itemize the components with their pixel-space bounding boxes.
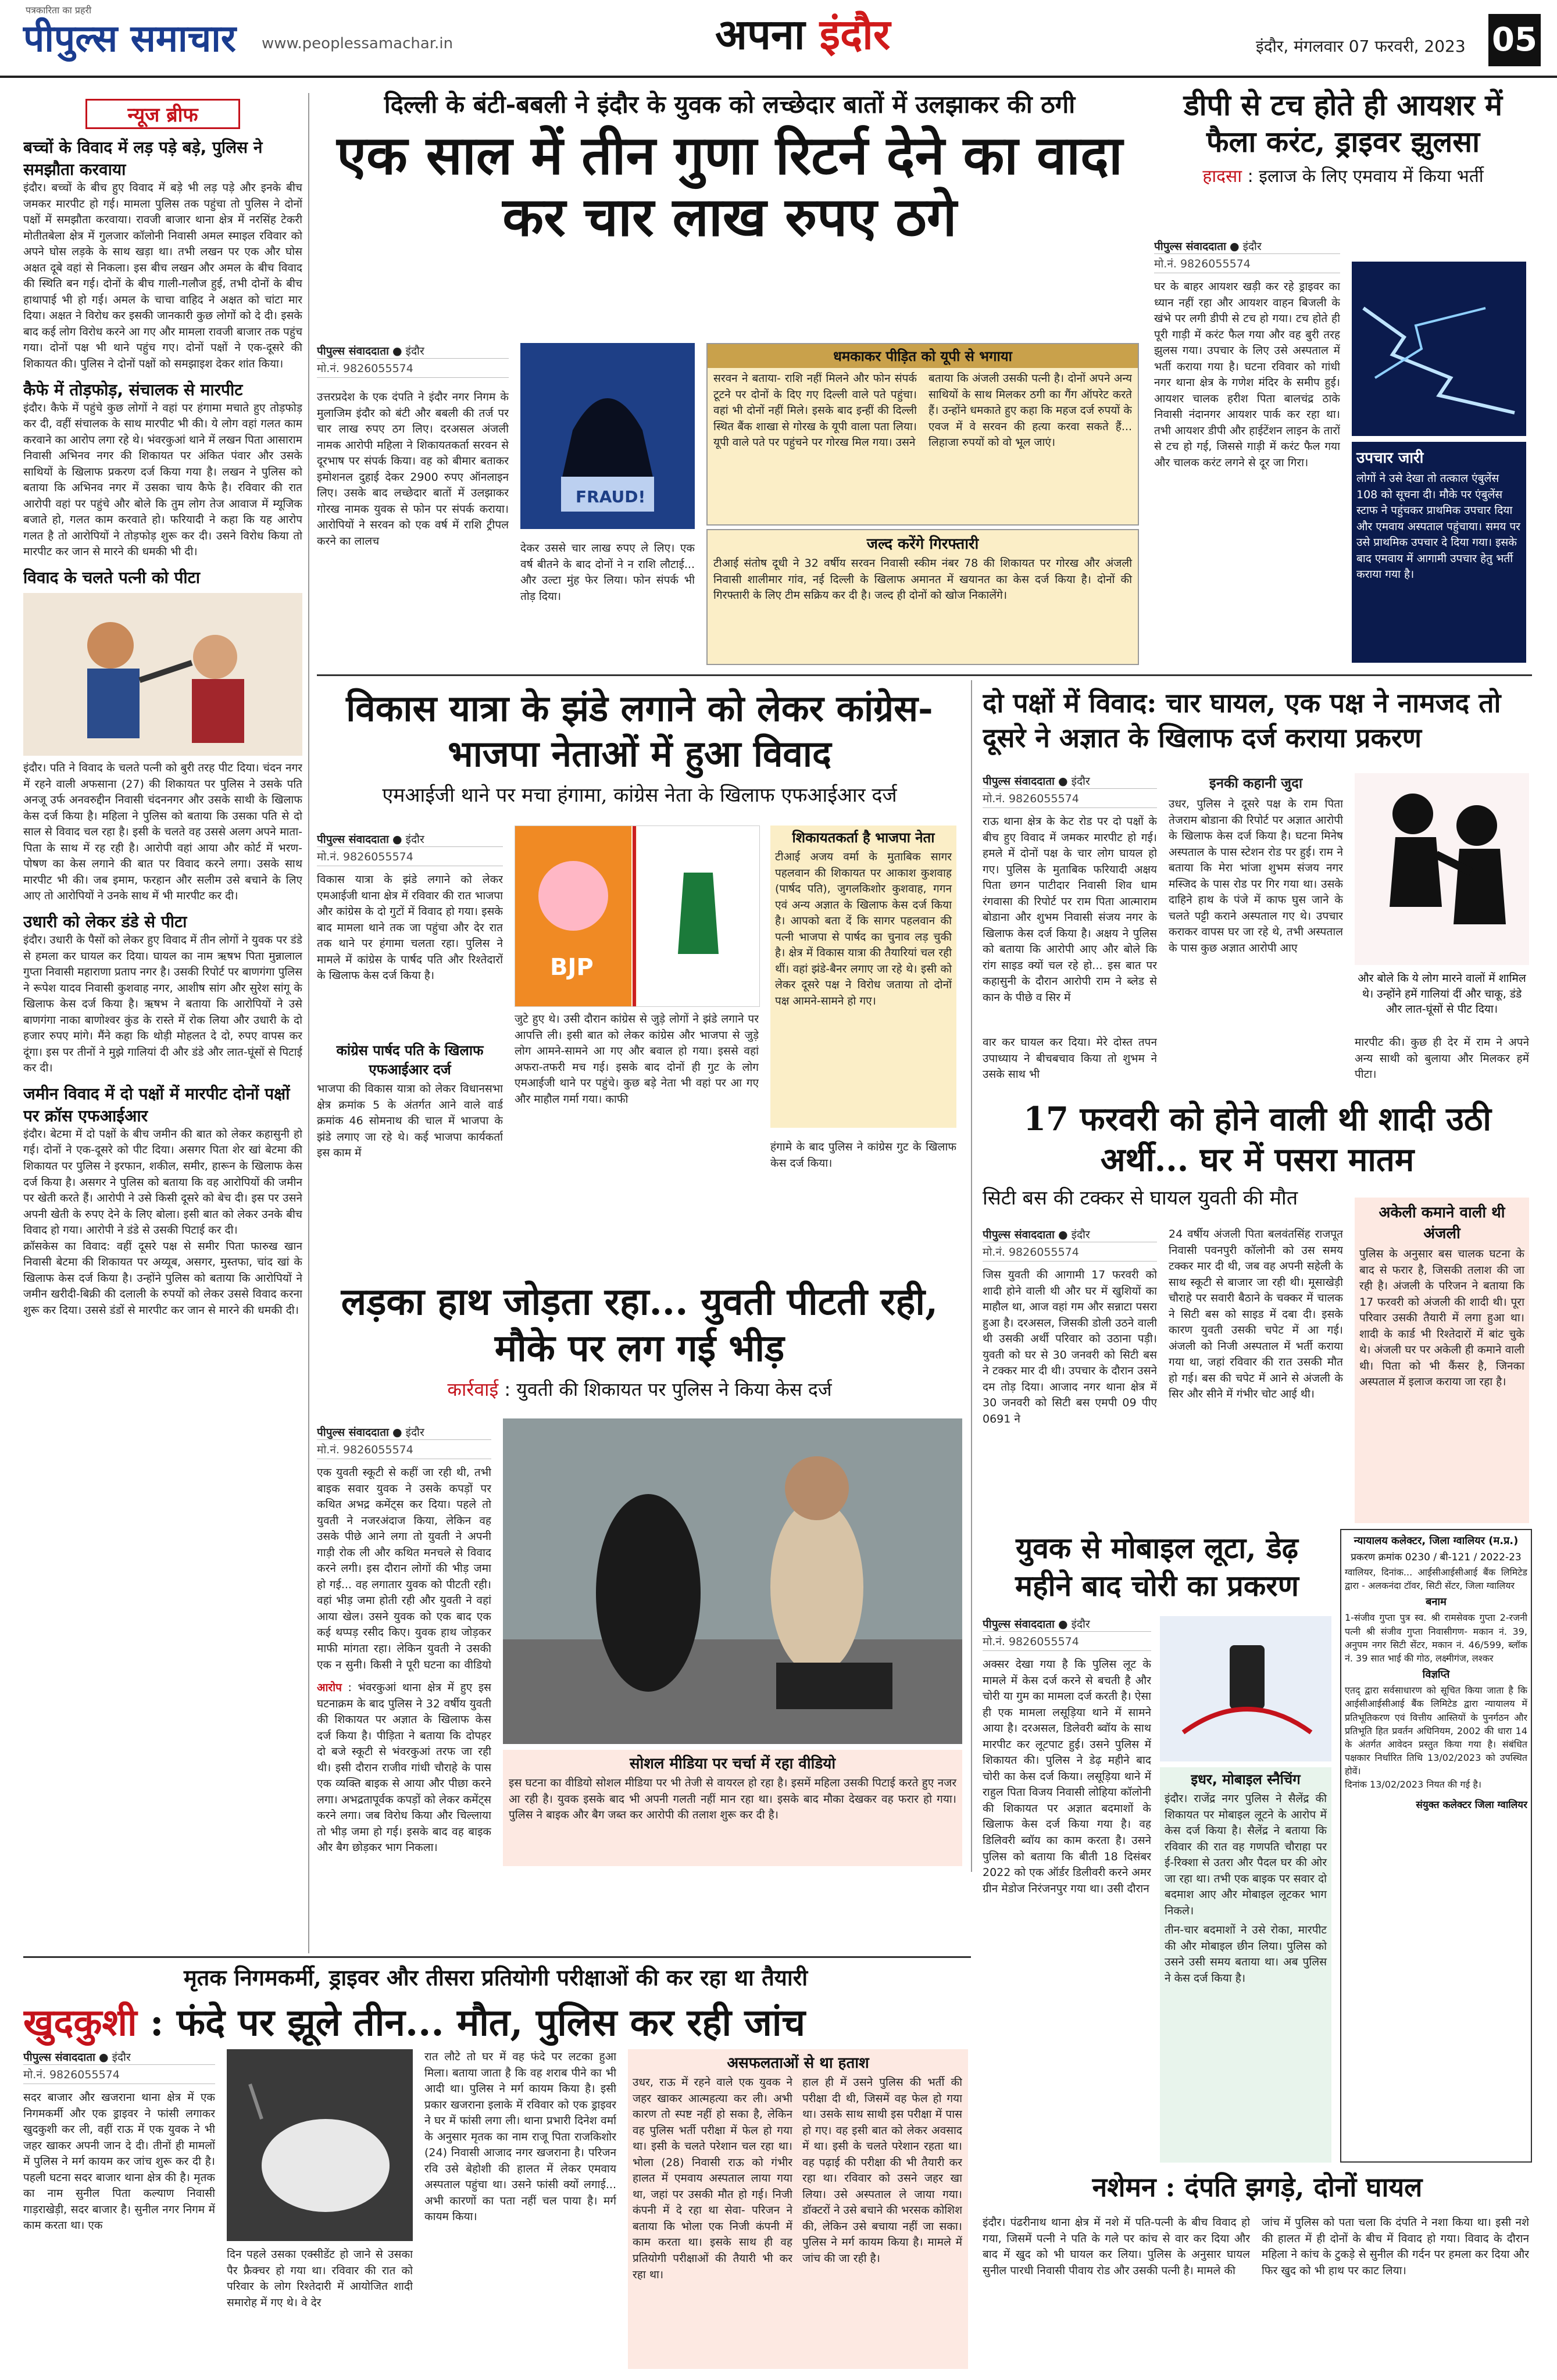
domestic-violence-illustration bbox=[23, 593, 302, 756]
story-body: रात लौटे तो घर में वह फंदे पर लटका हुआ मिला। बताया जाता है कि वह शराब पीने का भी आदी था। पुलिस ने मर्ग कायम किया है। इसी प्रकार खजराना इलाके में रविवार को एक ड्राइवर ने घर में फांसी लगा ली। थाना प्रभारी दिनेश वर्मा के अनुसार मृतक का नाम राजू पिता राजकिशोर (24) निवासी आजाद नगर खजराना है। परिजन रवि उसे बेहोशी की हालत में लेकर एमवाय अस्पताल पहुंचा था। उसने फांसी क्यों लगाई... अभी कारणों का पता नहीं चल पाया है। मर्ग कायम किया। bbox=[424, 2050, 616, 2224]
body-under-sheet-image bbox=[227, 2049, 413, 2241]
phone: मो.नं. 9826055574 bbox=[317, 358, 509, 378]
story-subhead: सिटी बस की टक्कर से घायल युवती की मौत bbox=[983, 1187, 1298, 1210]
story-kicker: मृतक निगमकर्मी, ड्राइवर और तीसरा प्रतियोगी परीक्षाओं की कर रहा था तैयारी bbox=[183, 1964, 808, 1991]
electric-image bbox=[1352, 262, 1526, 436]
viral-image bbox=[503, 1418, 962, 1744]
story-body: एक युवती स्कूटी से कहीं जा रही थी, तभी बाइक सवार युवक ने उसके कपड़ों पर कथित अभद्र कमेंट्स कर दिया। पहले तो युवती ने नजरअंदाज किया, लेकिन वह उसके पीछे आने लगा तो युवती ने अपनी गाड़ी रोक ली और कथित मनचले से विवाद करने लगी। इस दौरान लोगों की भीड़ जमा हो गई... वह लगातार युवक को पीटती रही। वहां भीड़ जमा होती रही और युवती ने वहां आया खेल। उसने युवक को एक बाद एक कई थप्पड़ रसीद किए। युवक हाथ जोड़कर माफी मांगता रहा। लेकिन युवती ने उसकी एक न सुनी। किसी ने पूरी घटना का वीडियो bbox=[317, 1466, 491, 1671]
fraud-label: FRAUD! bbox=[576, 487, 646, 506]
story-clash bbox=[983, 686, 1532, 1093]
story-subhead: एमआईजी थाने पर मचा हंगामा, कांग्रेस नेता के खिलाफ एफआईआर दर्ज bbox=[382, 784, 897, 807]
notice-date: दिनांक 13/02/2023 नियत की गई है। bbox=[1345, 1779, 1481, 1791]
column-divider bbox=[971, 680, 972, 1872]
story-headline-row: खुदकुशी : फंदे पर झूले तीन... मौत, पुलिस कर रही जांच bbox=[23, 2001, 806, 2045]
street-scene-image bbox=[503, 1418, 962, 1744]
story-body: देकर उससे चार लाख रुपए ले लिए। एक वर्ष बीतने के बाद दोनों ने न राशि लौटाई... और उल्टा मुंह फेर लिया। फोन संपर्क भी तोड़ दिया। bbox=[520, 542, 695, 603]
story-headline: डीपी से टच होते ही आयशर में फैला करंट, ड्राइवर झुलसा bbox=[1183, 88, 1503, 159]
story-fraud bbox=[317, 87, 1142, 669]
section-rule bbox=[317, 674, 1532, 676]
clash-image bbox=[1355, 773, 1529, 965]
phone: मो.नं. 9826055574 bbox=[317, 846, 503, 866]
section-title-a: अपना bbox=[715, 9, 805, 59]
byline-name: पीपुल्स संवाददाता bbox=[983, 1618, 1055, 1631]
snatch-body: इंदौर। राजेंद्र नगर पुलिस ने सैलेंद्र की शिकायत पर मोबाइल लूटने के आरोप में केस दर्ज किया है। सैलेंद्र ने बताया कि रविवार की रात वह गणपति चौराहा पर ई-रिक्शा से उतरा और पैदल घर की ओर जा रहा था। तभी एक बाइक पर सवार दो बदमाश आए और मोबाइल लूटकर भाग निकले। bbox=[1165, 1792, 1327, 1917]
phone: मो.नं. 9826055574 bbox=[983, 788, 1157, 808]
byline: पीपुल्स संवाददाता ● इंदौर bbox=[317, 345, 424, 358]
brief-title: उधारी को लेकर डंडे से पीटा bbox=[23, 912, 187, 931]
story-headline: एक साल में तीन गुणा रिटर्न देने का वादा कर चार लाख रुपए ठगे bbox=[337, 124, 1123, 248]
byline: पीपुल्स संवाददाता ● इंदौर bbox=[1154, 240, 1262, 253]
section-rule bbox=[23, 1956, 971, 1958]
viral-caption-body: इस घटना का वीडियो सोशल मीडिया पर भी तेजी से वायरल हो रहा है। इसमें महिला उसकी पिटाई करते हुए नजर आ रही है। युवक इसके बाद भी अपनी गलती नहीं मान रहा था। इसके बाद मौका देखकर वह फरार हो गया। पुलिस ने बाइक और बैग जब्त कर आरोपी की तलाश शुरू कर दी है। bbox=[509, 1777, 956, 1822]
byline-city: इंदौर bbox=[1071, 1618, 1090, 1631]
suicide-image bbox=[227, 2049, 413, 2241]
byline-city: इंदौर bbox=[405, 345, 424, 358]
brief-title: जमीन विवाद में दो पक्षों में मारपीट दोनों पक्षों पर क्रॉस एफआईआर bbox=[23, 1084, 290, 1125]
byline-name: पीपुल्स संवाददाता bbox=[317, 1426, 389, 1439]
story-headline: दो पक्षों में विवाद: चार घायल, एक पक्ष ने नामजद तो दूसरे ने अज्ञात के खिलाफ दर्ज कराया प्रकरण bbox=[983, 687, 1501, 753]
byline-block bbox=[317, 1424, 491, 1459]
mobile-snatching-icon bbox=[1160, 1616, 1331, 1761]
notice-versus: बनाम bbox=[1426, 1596, 1447, 1609]
complainant-box bbox=[770, 826, 956, 1128]
brief-body: इंदौर। बच्चों के बीच हुए विवाद में बड़े भी लड़ पड़े और इनके बीच जमकर मारपीट हो गई। मामला पुलिस तक पहुंचा तो पुलिस ने दोनों पक्षों में समझौता करवाया। रावजी बाजार थाना क्षेत्र में नरसिंह टेकरी मोतीतबेला क्षेत्र में गुलजार कॉलोनी निवासी अमल स्माइल रविवार को अपने घोस लड़के के साथ खड़ा था। तभी लखन पर एक और घोस अक्षत दूबे वहां से निकला। इस बीच लखन और अमल के बीच विवाद की स्थिति बन गई। दोनों के बीच गाली-गलौज हुई, तभी दोनों के बीच हाथापाई भी हो गई। अमल के चाचा वाहिद ने अक्षत को चांटा मार दिया। अक्षत ने विरोध कर इसकी जानकारी कुछ लोगों को दे दी। इसके बाद कई लोग विरोध करने आ गए और मामला रावजी बाजार तक पहुंच गया। दोनों पक्ष भी थाने पहुंच गए। दोनों पक्षों ने एक-दूसरे की शिकायत की। पुलिस ने दोनों पक्षों को समझाइश देकर शांत किया। bbox=[23, 181, 302, 371]
story-body: उत्तरप्रदेश के एक दंपति ने इंदौर नगर निगम के मुलाजिम इंदौर को बंटी और बबली की तर्ज पर चार लाख रुपए ठग लिए। दरअसल अंजली नामक आरोपी महिला ने शिकायतकर्ता सरवन से दूरभाष पर संपर्क किया। वह को बीमार बताकर इमोशनल दुहाई देकर 2900 रुपए ऑनलाइन लिए। उसके बाद लच्छेदार बातों में उलझाकर गोरख नामक युवक से फोन पर संपर्क कराया। आरोपियों ने सरवन को एक वर्ष में राशि ट्रीपल करने का लालच bbox=[317, 391, 509, 548]
story-body: जांच में पुलिस को पता चला कि दंपति ने नशा किया था। इसी नशे की हालत में ही दोनों के बीच में विवाद हो गया। विवाद के दौरान महिला ने कांच के टुकड़े से सुनील की गर्दन पर हमला कर दिया और फिर खुद को भी हाथ पर काट लिया। bbox=[1262, 2216, 1529, 2277]
brief-body: क्रॉसकेस का विवाद: वहीं दूसरे पक्ष से समीर पिता फारुख खान निवासी बेटमा की शिकायत पर अय्यूब, असगर, मुस्तफा, चांद खां के खिलाफ केस दर्ज किया है। उन्होंने पुलिस को बताया कि आरोपियों ने जमीन खरीदी-बिक्री की दलाली के रुपयों को लेकर उससे विवाद करना शुरू कर दिया। उससे डंडों से मारपीट कर जान से मारने की धमकी दी। bbox=[23, 1239, 302, 1317]
byline-name: पीपुल्स संवाददाता bbox=[317, 345, 389, 358]
notice-lines: ग्वालियर, दिनांक... आईसीआईसीआई बैंक लिमिटेड द्वारा - अलकनंदा टॉवर, सिटी सेंटर, जिला ग्वालियर bbox=[1345, 1567, 1527, 1592]
arrest-box bbox=[706, 529, 1139, 665]
arrest-head: जल्द करेंगे गिरफ्तारी bbox=[866, 535, 979, 553]
sidebox-body: बताया कि अंजली उसकी पत्नी है। दोनों अपने अन्य साथियों के साथ मिलकर ठगी का गैंग ऑपरेट करते हैं। उन्होंने धमकाते हुए कहा कि महज दर्ज रुपयों के एवज में वे सरवन की हत्या करवा सकते हैं... लिहाजा रुपयों को वो भूल जाएं। bbox=[929, 372, 1132, 449]
wedding-sidebox bbox=[1355, 1198, 1529, 1523]
fraud-image bbox=[520, 343, 695, 529]
side-note bbox=[1352, 442, 1526, 663]
story-wedding bbox=[983, 1099, 1532, 1523]
arrest-body: टीआई संतोष दूधी ने 32 वर्षीय सरवन निवासी स्कीम नंबर 78 की शिकायत पर गोरख और अंजली निवासी शालीमार गांव, नई दिल्ली के खिलाफ अमानत में खयानत का केस दर्ज किया है। दोनों की गिरफ्तारी के लिए टीम सक्रिय कर दी है। जल्द ही दोनों को खोज निकालेंगे। bbox=[713, 557, 1132, 602]
failure-box bbox=[628, 2049, 968, 2369]
failure-head: असफलताओं से था हताश bbox=[727, 2054, 869, 2072]
story-body: अक्सर देखा गया है कि पुलिस लूट के मामले में केस दर्ज करने से बचती है और चोरी या गुम का मामला दर्ज करती है। ऐसा ही एक मामला लसूड़िया थाने में सामने आया है। दरअसल, डिलेवरी ब्वॉय के साथ मारपीट कर लूटपाट हुई। उसने पुलिस में शिकायत की। पुलिस ने डेढ़ महीने बाद चोरी का केस दर्ज किया। लसूड़िया थाने में राहुल पिता विजय निवासी लोहिया कॉलोनी की शिकायत पर अज्ञात बदमाशों के खिलाफ केस दर्ज किया गया है। वह डिलिवरी ब्वॉय का काम करता है। उसने पुलिस को बताया कि बीती 18 दिसंबर 2022 को एक ऑर्डर डिलीवरी करने अमर ग्रीन मेडोज निरंजनपुर गया था। उसी दौरान bbox=[983, 1658, 1151, 1895]
story-body: राऊ थाना क्षेत्र के केट रोड पर दो पक्षों के बीच हुए विवाद में जमकर मारपीट हो गई। हमले में दोनों पक्ष के चार लोग घायल हो गए। पुलिस के मुताबिक फरियादी अक्षय पिता छगन पाटीदार निवासी शिव धाम रंगवासा की रिपोर्ट पर राम पिता आत्माराम बोडाना और शुभम निवासी संजय नगर के खिलाफ केस दर्ज किया है। अक्षय ने पुलिस को बताया कि आरोपी आए और बोले कि रांग साइड क्यों चल रहे हो... इस बात पर कहासुनी के दौरान आरोपी राम ने ब्लेड से कान के पीछे व सिर में bbox=[983, 815, 1157, 1005]
byline: पीपुल्स संवाददाता ● इंदौर bbox=[983, 775, 1090, 788]
side-head: इनकी कहानी जुदा bbox=[1209, 775, 1303, 791]
dateline: इंदौर, मंगलवार 07 फरवरी, 2023 bbox=[1256, 37, 1466, 56]
brief-title: बच्चों के विवाद में लड़ पड़े बड़े, पुलिस ने समझौता करवाया bbox=[23, 138, 263, 179]
inner-head: कांग्रेस पार्षद पति के खिलाफ एफआईआर दर्ज bbox=[336, 1042, 484, 1078]
side-head: उपचार जारी bbox=[1356, 449, 1424, 467]
inner-tag: आरोप bbox=[317, 1681, 342, 1694]
subhead-tag: कार्रवाई bbox=[447, 1378, 499, 1400]
complainant-head: शिकायतकर्ता है भाजपा नेता bbox=[792, 830, 935, 846]
byline: पीपुल्स संवाददाता ● इंदौर bbox=[983, 1228, 1090, 1241]
logo-tagline: पत्रकारिता का प्रहरी bbox=[26, 5, 92, 16]
mobile-image bbox=[1160, 1616, 1331, 1761]
fight-silhouette-icon bbox=[1355, 773, 1529, 965]
byline-city: इंदौर bbox=[405, 1426, 424, 1439]
clash-caption: और बोले कि ये लोग मारने वालों में शामिल थे। उन्होंने हमें गालियां दीं और चाकू, डंडे और लात-घूंसों से पीट दिया। bbox=[1358, 972, 1526, 1016]
byline: पीपुल्स संवाददाता ● इंदौर bbox=[23, 2051, 131, 2064]
brief-body: इंदौर। पति ने विवाद के चलते पत्नी को बुरी तरह पीट दिया। चंदन नगर में रहने वाली अफसाना (27) की शिकायत पर पुलिस ने उसके पति अनजू उर्फ अनवरुद्दीन निवासी चंदननगर और उसके साथी के खिलाफ केस दर्ज किया है। महिला ने पुलिस को बताया कि उसका पति से दो साल से विवाद चल रहा है। इसी के चलते वह उससे अलग अपने माता-पिता के साथ में रह रही है। आरोपी वहां आया और कोर्ट में भरण-पोषण का केस लगाने की बात पर विवाद करने लगा। उसके साथ मारपीट भी की। जब इमाम, फरहान और सलीम उसे बचाने के लिए आए तो आरोपियों ने उनके साथ में भी मारपीट कर दी। bbox=[23, 762, 302, 903]
notice-case: प्रकरण क्रमांक 0230 / बी-121 / 2022-23 bbox=[1351, 1552, 1522, 1563]
story-headline: युवक से मोबाइल लूटा, डेढ़ महीने बाद चोरी का प्रकरण bbox=[1015, 1531, 1299, 1603]
byline-city: इंदौर bbox=[1242, 240, 1262, 253]
story-body: विकास यात्रा के झंडे लगाने को लेकर एमआईजी थाना क्षेत्र में रविवार की रात भाजपा और कांग्रेस के दो गुटों में विवाद हो गया। इसके बाद मामला थाने तक जा पहुंचा और देर रात तक थाने पर हंगामा चलता रहा। पुलिस ने मामले में कांग्रेस के पार्षद पति और रिश्तेदारों के खिलाफ केस दर्ज किया है। bbox=[317, 873, 503, 982]
story-headline: नशेमन : दंपति झगड़े, दोनों घायल bbox=[1092, 2171, 1423, 2203]
subhead-text: इलाज के लिए एमवाय में किया भर्ती bbox=[1259, 166, 1484, 187]
byline-name: पीपुल्स संवाददाता bbox=[317, 833, 389, 846]
section-title bbox=[715, 5, 890, 62]
story-couple bbox=[983, 2168, 1532, 2369]
subhead-tag: हादसा bbox=[1202, 166, 1242, 187]
brief-body: इंदौर। बेटमा में दो पक्षों के बीच जमीन की बात को लेकर कहासुनी हो गई। दोनों ने एक-दूसरे को पीट दिया। असगर पिता शेर खां बेटमा की शिकायत पर पुलिस ने इरफान, शकील, समीर, हारून के खिलाफ केस दर्ज किया है। असगर ने पुलिस को बताया कि वह आरोपियों की जमीन पर खेती करते हैं। आरोपी ने उसे किसी दूसरे को बेच दी। इस पर उसने अपनी खेती के रुपए देने के लिए बोला। इसी बात को लेकर उनके बीच विवाद हो गया। आरोपी ने डंडे से उसकी पिटाई कर दी। bbox=[23, 1127, 302, 1237]
story-body: जुटे हुए थे। उसी दौरान कांग्रेस से जुड़े लोगों ने झंडे लगाने पर आपत्ति ली। इसी बात को लेकर कांग्रेस और भाजपा से जुड़े लोग आमने-सामने आ गए और बवाल हो गया। इससे वहां अफरा-तफरी मच गई। इसके बाद दोनों ही गुट के लोग एमआईजी थाने पर पहुंचे। कुछ बड़े नेता भी वहां पर आ गए और माहौल गर्मा गया। काफी bbox=[515, 1013, 759, 1106]
notice-sub: विज्ञप्ति bbox=[1422, 1668, 1450, 1681]
byline-city: इंदौर bbox=[112, 2051, 131, 2064]
section-title-b: इंदौर bbox=[819, 9, 891, 59]
masthead bbox=[0, 0, 1557, 78]
newsbrief-header: न्यूज ब्रीफ bbox=[85, 99, 240, 129]
notice-parties: 1-संजीव गुप्ता पुत्र स्व. श्री रामसेवक गुप्ता 2-रजनी पत्नी श्री संजीव गुप्ता निवासीगण- मकान नं. 39, अनुपम नगर सिटी सेंटर, मकान नं. 46/599, ब्लॉक नं. 39 सात भाई की गोठ, लक्ष्मीगंज, लश्कर bbox=[1345, 1612, 1527, 1664]
story-electric bbox=[1154, 87, 1532, 669]
notice-sign: संयुक्त कलेक्टर जिला ग्वालियर bbox=[1416, 1799, 1527, 1811]
phone: मो.नं. 9826055574 bbox=[23, 2064, 215, 2084]
byline-name: पीपुल्स संवाददाता bbox=[23, 2051, 95, 2064]
byline-block bbox=[23, 2049, 215, 2084]
story-body: जिस युवती की आगामी 17 फरवरी को शादी होने वाली थी और घर में खुशियों का माहौल था, आज वहां गम और सन्नाटा पसरा हुआ है। दरअसल, जिसकी डोली उठने वाली थी उसकी अर्थी परिवार को उठाना पड़ी। युवती को घर से 30 जनवरी को सिटी बस ने टक्कर मार दी थी। उपचार के दौरान उसने दम तोड़ दिया। आजाद नगर थाना क्षेत्र में 30 जनवरी को सिटी बस एमपी 09 पीए 0691 ने bbox=[983, 1268, 1157, 1425]
headline-tag: खुदकुशी bbox=[23, 2001, 137, 2045]
notice-header: न्यायालय कलेक्टर, जिला ग्वालियर (म.प्र.) bbox=[1354, 1535, 1519, 1547]
story-body: आरोप : भंवरकुआं थाना क्षेत्र में हुए इस घटनाक्रम के बाद पुलिस ने 32 वर्षीय युवती की शिकायत पर अज्ञात के खिलाफ केस दर्ज किया है। पीड़िता ने बताया कि दोपहर दो बजे स्कूटी से भंवरकुआं तरफ जा रही थी। इसी दौरान राजीव गांधी चौराहे के पास एक व्यक्ति बाइक से आया और पीछा करने लगा। अभद्रतापूर्वक कपड़ों को लेकर कमेंट्स करने लगा। जब विरोध किया और चिल्लाया तो भीड़ जमा हो गई। इसके बाद वह बाइक और बैग छोड़कर भाग निकला। bbox=[317, 1681, 491, 1854]
story-mobile bbox=[983, 1529, 1331, 2163]
column-divider bbox=[308, 93, 309, 1953]
complainant-body: टीआई अजय वर्मा के मुताबिक सागर पहलवान की शिकायत पर आकाश कुशवाह (पार्षद पति), जुगलकिशोर कुशवाह, गगन एवं अन्य अज्ञात के खिलाफ केस दर्ज किया है। आपको बता दें कि सागर पहलवान की पत्नी भाजपा से पार्षद का चुनाव लड़ चुकी है। क्षेत्र में विकास यात्रा की तैयारियां चल रही थीं। वहां झंडे-बैनर लगाए जा रहे थे। इसी को लेकर दूसरे पक्ष ने विरोध जताया तो दोनों पक्ष आमने-सामने हो गए। bbox=[775, 850, 952, 1007]
story-body: सदर बाजार और खजराना थाना क्षेत्र में एक निगमकर्मी और एक ड्राइवर ने फांसी लगाकर खुदकुशी कर ली, वहीं राऊ में एक युवक ने भी जहर खाकर अपनी जान दे दी। तीनों ही मामलों में पुलिस ने मर्ग कायम कर जांच शुरू कर दी है। पहली घटना सदर बाजार थाना क्षेत्र की है। मृतक का नाम सुनील पिता कल्याण निवासी गाड़राखेड़ी, सदर बाजार है। सुनील नगर निगम में काम करता था। एक bbox=[23, 2091, 215, 2232]
story-headline: विकास यात्रा के झंडे लगाने को लेकर कांग्रेस-भाजपा नेताओं में हुआ विवाद bbox=[346, 687, 933, 775]
story-headline: लड़का हाथ जोड़ता रहा... युवती पीटती रही, मौके पर लग गई भीड़ bbox=[341, 1280, 938, 1370]
byline: पीपुल्स संवाददाता ● इंदौर bbox=[983, 1618, 1090, 1631]
story-headline: फंदे पर झूले तीन... मौत, पुलिस कर रही जांच bbox=[176, 2001, 806, 2045]
lightning-icon bbox=[1352, 262, 1526, 436]
brief-title: विवाद के चलते पत्नी को पीटा bbox=[23, 568, 201, 588]
story-body: 24 वर्षीय अंजली पिता बलवंतसिंह राजपूत निवासी पवनपुरी कॉलोनी को उस समय टक्कर मार दी थी, जब वह अपनी सहेली के साथ स्कूटी से बाजार जा रही थी। मूसाखेड़ी चौराहे पर सवारी बैठाने के चक्कर में चालक ने सिटी बस को साइड में दबा दी। इसके कारण युवती उसकी चपेट में आ गई। अंजली को निजी अस्पताल में भर्ती कराया गया था, जहां रविवार की रात उसकी मौत हो गई। बस की चपेट में आने से अंजली के सिर और सीने में गंभीर चोट आई थी। bbox=[1169, 1228, 1343, 1401]
snatch-head: इधर, मोबाइल स्नैचिंग bbox=[1191, 1771, 1301, 1788]
side-body: लोगों ने उसे देखा तो तत्काल एंबुलेंस 108 को सूचना दी। मौके पर एंबुलेंस स्टाफ ने पहुंचकर प्राथमिक उपचार दिया और एमवाय अस्पताल पहुंचाया। समय पर उसे प्राथमिक उपचार दे दिया गया। इसके बाद एमवाय में आगामी उपचार हेतु भर्ती कराया गया है। bbox=[1356, 472, 1520, 581]
byline-block bbox=[983, 773, 1157, 808]
story-headline: 17 फरवरी को होने वाली थी शादी उठी अर्थी... घर में पसरा मातम bbox=[1023, 1100, 1491, 1179]
byline: पीपुल्स संवाददाता ● इंदौर bbox=[317, 833, 424, 846]
byline-name: पीपुल्स संवाददाता bbox=[983, 1228, 1055, 1241]
viral-caption-head: सोशल मीडिया पर चर्चा में रहा वीडियो bbox=[629, 1755, 836, 1773]
website: www.peoplessamachar.in bbox=[262, 35, 453, 52]
byline-block bbox=[1154, 238, 1340, 273]
wedding-side-head: अकेली कमाने वाली थी अंजली bbox=[1379, 1204, 1505, 1242]
newsbrief-column bbox=[23, 99, 302, 1953]
sidebox-head: धमकाकर पीड़ित को यूपी से भगाया bbox=[708, 344, 1138, 368]
byline-city: इंदौर bbox=[405, 833, 424, 846]
phone: मो.नं. 9826055574 bbox=[317, 1439, 491, 1459]
failure-body: उधर, राऊ में रहने वाले एक युवक ने जहर खाकर आत्महत्या कर ली। अभी कारण तो स्पष्ट नहीं हो सका है, लेकिन वह पुलिस भर्ती परीक्षा में फेल हो गया था। इसी के चलते परेशान चल रहा था। भोला (28) निवासी राऊ को गंभीर हालत में एमवाय अस्पताल लाया गया था, जहां पर उसकी मौत हो गई। निजी कंपनी में दे रहा था सेवा- परिजन ने बताया कि भोला एक निजी कंपनी में काम करता था। इसके साथ ही वह प्रतियोगी परीक्षाओं की तैयारी भी कर रहा था। bbox=[633, 2076, 792, 2281]
story-body: हंगामे के बाद पुलिस ने कांग्रेस गुट के खिलाफ केस दर्ज किया। bbox=[770, 1141, 956, 1170]
page-number: 05 bbox=[1488, 14, 1541, 66]
story-suicide bbox=[23, 1962, 968, 2369]
story-body: घर के बाहर आयशर खड़ी कर रहे ड्राइवर का ध्यान नहीं रहा और आयशर वाहन बिजली के खंभे पर लगी डीपी से टच हो गया। टच होते ही पूरी गाड़ी में करंट फैल गया और वह बुरी तरह झुलस गया। उपचार के लिए उसे अस्पताल में भर्ती कराया गया है। घटना रविवार को गांधी नगर थाना क्षेत्र के गणेश मंदिर के समीप हुई। आयशर चालक हरीश पिता बालचंद्र ठाके निवासी नंदानगर आयशर पार्क कर रहा था। तभी आयशर डीपी और हाईटेंशन लाइन के तारों से टच हो गई, जिससे गाड़ी में करंट फैल गया और चालक करंट लगने से दूर जा गिरा। bbox=[1154, 280, 1340, 470]
byline-block bbox=[983, 1227, 1157, 1262]
snatch-body-2: तीन-चार बदमाशों ने उसे रोका, मारपीट की और मोबाइल छीन लिया। पुलिस को उसने उसी समय बताया था। अब पुलिस ने केस दर्ज किया है। bbox=[1165, 1924, 1327, 1985]
byline-block bbox=[317, 831, 503, 866]
phone: मो.नं. 9826055574 bbox=[1154, 253, 1340, 273]
story-subhead: हादसा : इलाज के लिए एमवाय में किया भर्ती bbox=[1202, 166, 1484, 187]
inner-body: भंवरकुआं थाना क्षेत्र में हुए इस घटनाक्रम के बाद पुलिस ने 32 वर्षीय युवती की शिकायत पर अज्ञात के खिलाफ केस दर्ज किया है। पीड़िता ने बताया कि दोपहर दो बजे स्कूटी से भंवरकुआं तरफ जा रही थी। इसी दौरान राजीव गांधी चौराहे के पास एक व्यक्ति बाइक से आया और पीछा करने लगा। अभद्रतापूर्वक कपड़ों को लेकर कमेंट्स करने लगा। जब विरोध किया और चिल्लाया तो भीड़ जमा हो गई। इसके बाद वह बाइक और बैग छोड़कर भाग निकला। bbox=[317, 1681, 491, 1854]
bjp-logo-text: BJP bbox=[550, 954, 594, 981]
notice-body: एतद् द्वारा सर्वसाधारण को सूचित किया जाता है कि आईसीआईसीआई बैंक लिमिटेड द्वारा न्यायालय में प्रतिभूतिकरण एवं वित्तीय आस्तियों के पुनर्गठन और प्रतिभूति हित प्रवर्तन अधिनियम, 2002 की धारा 14 के अंतर्गत आवेदन प्रस्तुत किया गया है। संबंधित पक्षकार निर्धारित तिथि 13/02/2023 को उपस्थित होवें। bbox=[1345, 1685, 1527, 1777]
byline-block bbox=[317, 343, 509, 378]
brief-title: कैफे में तोड़फोड़, संचालक से मारपीट bbox=[23, 380, 243, 399]
story-kicker: दिल्ली के बंटी-बबली ने इंदौर के युवक को लच्छेदार बातों में उलझाकर की ठगी bbox=[384, 90, 1076, 119]
image-caption: दिन पहले उसका एक्सीडेंट हो जाने से उसका पैर फ्रैक्चर हो गया था। रविवार की रात को परिवार के लोग रिश्तेदारी में आयोजित शादी समारोह में गए थे। वे देर bbox=[227, 2248, 413, 2309]
subhead-text: युवती की शिकायत पर पुलिस ने किया केस दर्ज bbox=[516, 1378, 832, 1400]
story-viral bbox=[317, 1279, 962, 1866]
wedding-side-body: पुलिस के अनुसार बस चालक घटना के बाद से फरार है, जिसकी तलाश की जा रही है। अंजली के परिजन ने बताया कि 17 फरवरी को अंजली की शादी थी। पूरा परिवार उसकी तैयारी में लगा हुआ था। शादी के कार्ड भी रिश्तेदारों में बांट चुके थे। अंजली घर पर अकेली ही कमाने वाली थी। पिता को भी कैंसर है, जिनका अस्पताल में इलाज कराया जा रहा है। bbox=[1359, 1248, 1524, 1389]
byline-name: पीपुल्स संवाददाता bbox=[983, 775, 1055, 788]
party-logos bbox=[515, 826, 760, 1007]
byline-name: पीपुल्स संवाददाता bbox=[1154, 240, 1226, 253]
brief-body: इंदौर। उधारी के पैसों को लेकर हुए विवाद में तीन लोगों ने युवक पर डंडे से हमला कर घायल कर दिया। घायल का नाम ऋषभ पिता मुन्नालाल गुप्ता निवासी महाराणा प्रताप नगर है। उसकी रिपोर्ट पर बाणगंगा पुलिस ने रूपेश यादव निवासी कुशवाह नगर, आशीष सांग और सुरेश सांगू के खिलाफ केस दर्ज किया है। ऋषभ ने बताया कि आरोपियों ने उसे बाणगंगा नाका बाणोश्वर कुंड के रास्ते में रोक लिया और उधारी के दो हजार रुपए मांगे। मैंने कहा कि थोड़ी मोहलत दे दो, रुपए वापस कर दूंगा। इस पर तीनों ने मुझे गालियां दी और डंडे और लात-घूंसों से पिटाई कर दी। bbox=[23, 933, 302, 1075]
story-sidebox bbox=[706, 343, 1139, 526]
newspaper-logo bbox=[23, 5, 236, 62]
sidebox-body: सरवन ने बताया- राशि नहीं मिलने और फोन संपर्क टूटने पर दोनों के दिए गए दिल्ली वाले पते पहुंचा। वहां भी दोनों नहीं मिले। इसके बाद इन्हीं की दिल्ली स्थित बैंक शाखा से गोरख के यूपी वाला पता लिया। यूपी वाले पते पर पहुंचने पर गोरख मिल गया। उसने bbox=[713, 372, 917, 449]
failure-body: हाल ही में उसने पुलिस की भर्ती की परीक्षा दी थी, जिसमें वह फेल हो गया था। उसके साथ साथी इस परीक्षा में पास हो गए। वह इसी बात को लेकर अवसाद में था। इसी के चलते परेशान रहता था। वह पढ़ाई की परीक्षा की भी तैयारी कर रहा था। रविवार को उसने जहर खा लिया। उसे अस्पताल ले जाया गया। डॉक्टरों ने उसे बचाने की भरसक कोशिश की, लेकिन उसे बचाया नहीं जा सका। पुलिस ने मर्ग कायम किया है। मामले में जांच की जा रही है। bbox=[802, 2076, 962, 2265]
legal-notice bbox=[1340, 1529, 1532, 2163]
byline-city: इंदौर bbox=[1071, 1228, 1090, 1241]
phone: मो.नं. 9826055574 bbox=[983, 1242, 1157, 1262]
side-body: उधर, पुलिस ने दूसरे पक्ष के राम पिता तेजराम बोडाना की रिपोर्ट पर अज्ञात आरोपी के खिलाफ केस दर्ज किया है। घटना मिनेष अस्पताल के पास स्टेशन रोड पर हुई। राम ने बताया कि मेरा भांजा शुभम संजय नगर मस्जिद के पास रोड पर गिर गया था। उसके दाहिने हाथ के पंजे में काफ घुस जाने के चलते पट्टी कराने अस्पताल गए थे। उपचार कराकर वापस घर जा रहे थे, तभी अस्पताल के पास कुछ अज्ञात आरोपी आए bbox=[1169, 798, 1343, 955]
byline-block bbox=[983, 1616, 1151, 1651]
viral-caption-box bbox=[503, 1750, 962, 1866]
story-body: मारपीट की। कुछ ही देर में राम ने अपने अन्य साथी को बुलाया और मिलकर हमें पीटा। bbox=[1355, 1036, 1529, 1081]
story-subhead: कार्रवाई : युवती की शिकायत पर पुलिस ने किया केस दर्ज bbox=[447, 1378, 832, 1400]
story-flags bbox=[317, 686, 962, 1273]
byline-city: इंदौर bbox=[1071, 775, 1090, 788]
byline: पीपुल्स संवाददाता ● इंदौर bbox=[317, 1426, 424, 1439]
logo-text: पीपुल्स समाचार bbox=[23, 17, 236, 60]
story-body: भाजपा की विकास यात्रा को लेकर विधानसभा क्षेत्र क्रमांक 5 के अंतर्गत आने वाले वार्ड क्रमांक 46 सोमनाथ की चाल में भाजपा के झंडे लगाए जा रहे थे। कई भाजपा कार्यकर्ता इस काम में bbox=[317, 1082, 503, 1160]
snatch-box bbox=[1160, 1767, 1331, 2163]
phone: मो.नं. 9826055574 bbox=[983, 1631, 1151, 1651]
story-body: वार कर घायल कर दिया। मेरे दोस्त तपन उपाध्याय ने बीचबचाव किया तो शुभम ने उसके साथ भी bbox=[983, 1036, 1157, 1081]
story-body: इंदौर। पंढरीनाथ थाना क्षेत्र में नशे में पति-पत्नी के बीच विवाद हो गया, जिसमें पत्नी ने पति के गले पर कांच से वार कर दिया और बाद में खुद को भी घायल कर लिया। पुलिस के अनुसार घायल सुनील पारधी निवासी पीवाय रोड और उसकी पत्नी है। मामले की bbox=[983, 2216, 1250, 2277]
brief-body: इंदौर। कैफे में पहुंचे कुछ लोगों ने वहां पर हंगामा मचाते हुए तोड़फोड़ कर दी, वहीं संचालक के साथ मारपीट भी की। ये लोग वहां गलत काम करवाने का आरोप लगा रहे थे। भंवरकुआं थाने में लखन पिता आसाराम निवासी अभिनव नगर की शिकायत पर अंकित पंवार और उसके साथियों के खिलाफ प्रकरण दर्ज किया गया है। लखन ने पुलिस को बताया कि अभिनव नगर में उसका चाय कैफे है। रविवार की रात आरोपी वहां पर पहुंचे और बोले कि तुम लोग तेज आवाज में म्यूजिक बजाते हो, गलत काम करवाते हो। फरियादी ने कहा कि यह आरोप गलत है तो आरोपियों ने तोड़फोड़ शुरू कर दी। उसने विरोध किया तो मारपीट कर जान से मारने की धमकी भी दी। bbox=[23, 401, 302, 559]
